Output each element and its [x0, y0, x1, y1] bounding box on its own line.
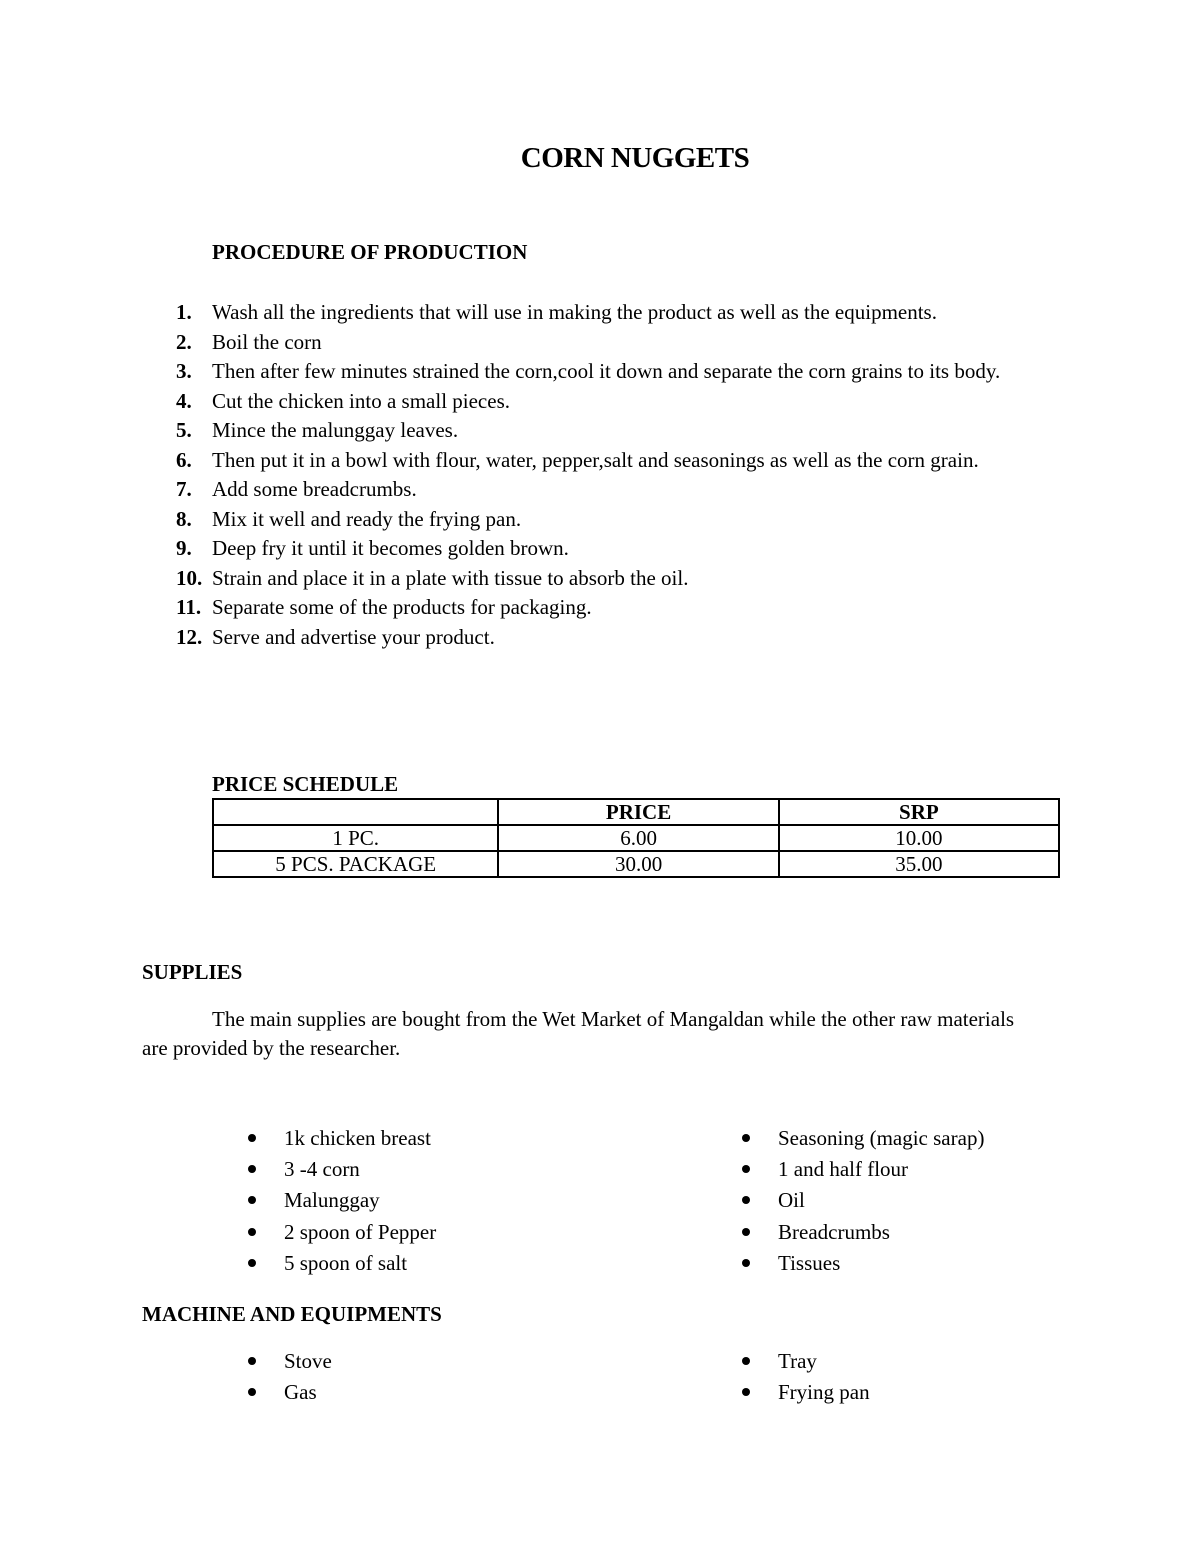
list-item [248, 1217, 436, 1248]
table-cell: 1 PC. [213, 825, 498, 851]
list-item-text: Frying pan [778, 1380, 870, 1405]
list-item [176, 357, 1056, 387]
step-number: 9. [176, 536, 192, 560]
bullet-icon [742, 1196, 750, 1204]
price-schedule-table [212, 798, 1060, 878]
list-item [248, 1377, 332, 1408]
list-item-text: Seasoning (magic sarap) [778, 1126, 985, 1150]
table-header-cell: SRP [779, 799, 1059, 825]
list-item [176, 505, 1056, 535]
step-number: 5. [176, 418, 192, 442]
list-item [176, 534, 1056, 564]
list-item-text: Breadcrumbs [778, 1219, 890, 1244]
list-item-text: 2 spoon of Pepper [284, 1219, 437, 1244]
list-item [176, 475, 1056, 505]
step-number: 12. [176, 624, 203, 649]
list-item [248, 1123, 436, 1154]
bullet-icon [248, 1165, 256, 1173]
supplies-list-right [742, 1123, 984, 1279]
bullet-icon [742, 1134, 750, 1142]
list-item [176, 446, 1056, 476]
bullet-icon [248, 1357, 256, 1365]
machine-list-left [248, 1346, 332, 1408]
step-text: Boil the corn [212, 329, 322, 354]
bullet-icon [248, 1134, 256, 1142]
list-item-text: Tissues [778, 1250, 841, 1275]
table-header-cell [213, 799, 498, 825]
step-text: Cut the chicken into a small pieces. [212, 388, 510, 413]
supplies-list-left [248, 1123, 436, 1279]
bullet-icon [742, 1388, 750, 1396]
list-item [176, 387, 1056, 417]
step-number: 7. [176, 477, 192, 501]
table-cell: 6.00 [498, 825, 778, 851]
step-text: Deep fry it until it becomes golden brown. [212, 536, 569, 560]
list-item [742, 1346, 870, 1377]
bullet-icon [248, 1388, 256, 1396]
list-item-text: 5 spoon of salt [284, 1250, 408, 1275]
machine-list-right [742, 1346, 870, 1408]
table-header-row [213, 799, 1059, 825]
step-number: 4. [176, 388, 192, 413]
list-item [742, 1377, 870, 1408]
list-item [176, 416, 1056, 446]
list-item-text: Gas [284, 1380, 317, 1405]
list-item [742, 1185, 984, 1216]
step-text: Then put it in a bowl with flour, water, pepper,salt and seasonings as well as the corn grain. [212, 447, 979, 472]
step-text: Separate some of the products for packaging. [212, 595, 592, 619]
step-text: Strain and place it in a plate with tissue to absorb the oil. [212, 565, 689, 590]
list-item [742, 1248, 984, 1279]
list-item [248, 1346, 332, 1377]
list-item [176, 593, 1056, 623]
table-cell: 30.00 [498, 851, 778, 877]
table-row [213, 825, 1059, 851]
table-row [213, 851, 1059, 877]
document-title: CORN NUGGETS [520, 142, 750, 174]
list-item [176, 623, 1056, 653]
step-text: Then after few minutes strained the corn,cool it down and separate the corn grains to its body. [212, 359, 1001, 383]
list-item [742, 1154, 984, 1185]
list-item [176, 564, 1056, 594]
supplies-heading: SUPPLIES [142, 960, 243, 984]
bullet-icon [742, 1165, 750, 1173]
bullet-icon [742, 1228, 750, 1236]
procedure-steps-list [176, 298, 1056, 652]
step-number: 1. [176, 300, 192, 324]
step-text: Mix it well and ready the frying pan. [212, 506, 522, 531]
step-number: 10. [176, 565, 203, 590]
step-number: 3. [176, 359, 192, 383]
table-cell: 5 PCS. PACKAGE [213, 851, 498, 877]
list-item-text: 1 and half flour [778, 1157, 909, 1182]
step-text: Add some breadcrumbs. [212, 477, 417, 501]
procedure-heading: PROCEDURE OF PRODUCTION [212, 240, 528, 264]
list-item [742, 1123, 984, 1154]
list-item-text: 1k chicken breast [284, 1126, 431, 1150]
list-item-text: Tray [778, 1349, 817, 1373]
bullet-icon [248, 1228, 256, 1236]
list-item-text: 3 -4 corn [284, 1157, 360, 1182]
step-text: Mince the malunggay leaves. [212, 418, 459, 442]
price-schedule-heading: PRICE SCHEDULE [212, 772, 399, 796]
step-text: Wash all the ingredients that will use in making the product as well as the equipments. [212, 300, 937, 324]
list-item [742, 1217, 984, 1248]
supplies-paragraph: The main supplies are bought from the Wet Market of Mangaldan while the other raw materials are provided by the researcher. [142, 1007, 1015, 1060]
list-item [248, 1248, 436, 1279]
list-item [176, 328, 1056, 358]
step-number: 8. [176, 506, 192, 531]
machine-heading: MACHINE AND EQUIPMENTS [142, 1302, 442, 1326]
table-cell: 35.00 [779, 851, 1059, 877]
step-text: Serve and advertise your product. [212, 624, 495, 649]
bullet-icon [742, 1259, 750, 1267]
list-item [176, 298, 1056, 328]
list-item-text: Oil [778, 1188, 805, 1213]
list-item [248, 1154, 436, 1185]
step-number: 6. [176, 447, 192, 472]
table-cell: 10.00 [779, 825, 1059, 851]
bullet-icon [742, 1357, 750, 1365]
table-header-cell: PRICE [498, 799, 778, 825]
list-item-text: Malunggay [284, 1188, 380, 1213]
bullet-icon [248, 1259, 256, 1267]
step-number: 11. [176, 595, 202, 619]
bullet-icon [248, 1196, 256, 1204]
list-item-text: Stove [284, 1349, 332, 1373]
list-item [248, 1185, 436, 1216]
step-number: 2. [176, 329, 192, 354]
